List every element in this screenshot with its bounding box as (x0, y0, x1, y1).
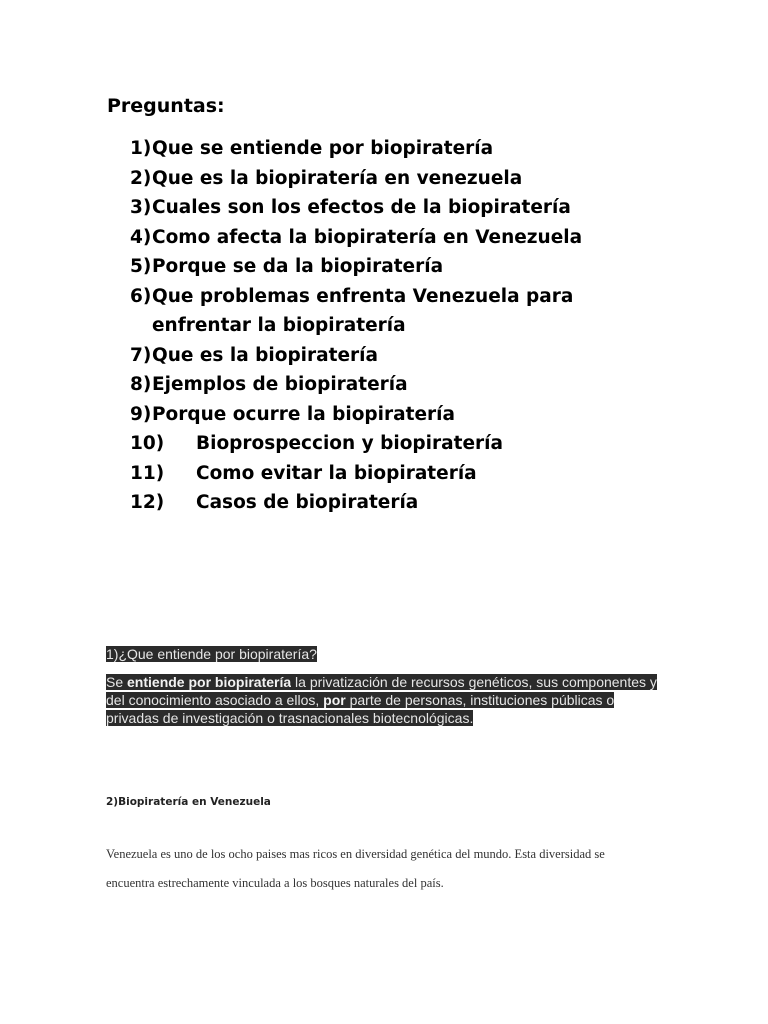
section2-title: 2)Biopiratería en Venezuela (106, 796, 271, 808)
answer-text: del conocimiento asociado a ellos, (106, 692, 324, 708)
question-text: Ejemplos de biopiratería (152, 374, 408, 395)
answer-text: parte de personas, instituciones públicas o (345, 692, 615, 708)
paragraph-line: Venezuela es uno de los ocho paises mas ricos en diversidad genética del mundo. Esta diversidad se (106, 847, 605, 861)
question-text: Casos de biopiratería (196, 492, 419, 513)
answer-line (106, 709, 654, 727)
question-text: Porque se da la biopiratería (152, 256, 444, 277)
question-number: 12) (130, 492, 165, 513)
answer-bold-text: entiende por biopiratería (127, 674, 292, 690)
answer-line (106, 673, 657, 691)
questions-list (130, 134, 582, 518)
answer-bold-text: por (323, 692, 346, 708)
answer-line (106, 691, 654, 709)
question-text-continuation: enfrentar la biopiratería (152, 315, 406, 336)
section2-paragraph (106, 840, 666, 898)
question-item (130, 400, 582, 430)
section1-title (106, 646, 317, 663)
section1-answer (106, 673, 657, 727)
question-item (130, 134, 582, 164)
question-number: 3) (130, 197, 152, 218)
question-continuation (130, 311, 582, 341)
question-item (130, 164, 582, 194)
section1-title-text: 1)¿Que entiende por biopiratería? (106, 646, 317, 662)
question-text: Como evitar la biopiratería (196, 462, 477, 484)
question-text: Que es la biopiratería en venezuela (152, 167, 523, 189)
question-number: 7) (130, 344, 152, 366)
question-text: Bioprospeccion y biopiratería (196, 433, 503, 454)
question-text: Que se entiende por biopiratería (152, 138, 494, 159)
question-item (130, 252, 582, 282)
question-number: 10) (130, 433, 165, 454)
question-number: 6) (130, 285, 152, 307)
question-number: 2) (130, 167, 152, 189)
question-item (130, 341, 582, 371)
question-item (130, 193, 582, 223)
question-text: Cuales son los efectos de la biopiratería (152, 197, 571, 218)
question-number: 4) (130, 226, 152, 248)
question-item (130, 429, 582, 459)
answer-text: Se (106, 674, 128, 690)
answer-text: privadas de investigación o trasnacionales biotecnológicas. (106, 710, 474, 726)
question-item (130, 488, 582, 518)
question-text: Que problemas enfrenta Venezuela para (152, 285, 574, 307)
question-number: 1) (130, 138, 152, 159)
question-text: Como afecta la biopiratería en Venezuela (152, 226, 583, 248)
question-number: 9) (130, 403, 152, 425)
question-item (130, 282, 582, 312)
question-text: Porque ocurre la biopiratería (152, 403, 455, 425)
paragraph-line: encuentra estrechamente vinculada a los bosques naturales del país. (106, 876, 444, 890)
question-text: Que es la biopiratería (152, 344, 378, 366)
question-item (130, 370, 582, 400)
answer-text: la privatización de recursos genéticos, sus componentes y (291, 674, 657, 690)
question-item (130, 459, 582, 489)
question-number: 11) (130, 462, 165, 484)
question-item (130, 223, 582, 253)
question-number: 5) (130, 256, 152, 277)
question-number: 8) (130, 374, 152, 395)
page-heading: Preguntas: (107, 95, 225, 117)
